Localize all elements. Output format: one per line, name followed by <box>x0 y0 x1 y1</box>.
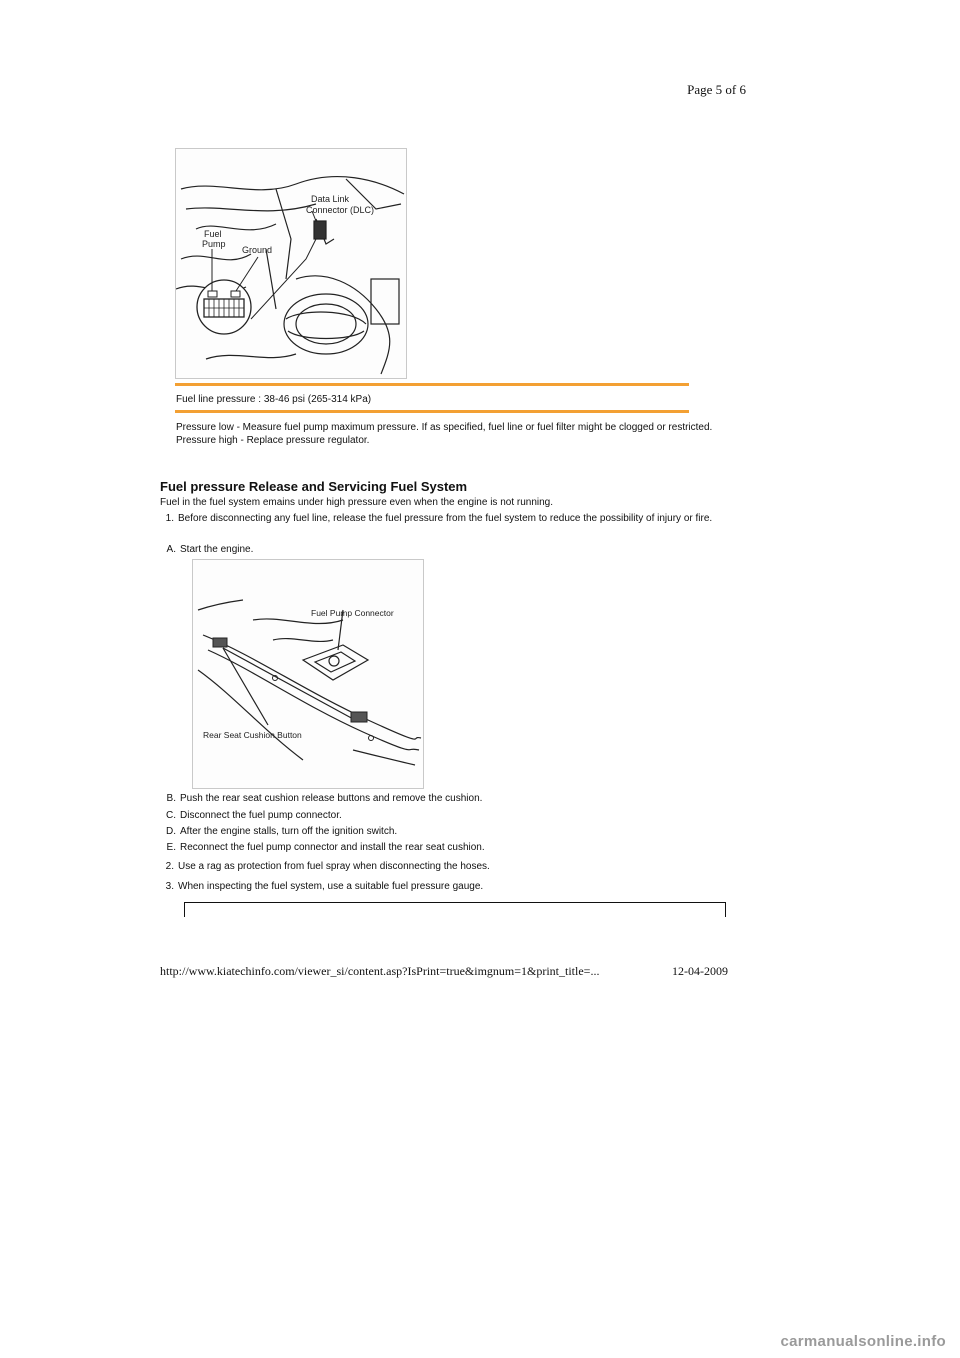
rear-seat-cushion-button-label: Rear Seat Cushion Button <box>203 730 302 740</box>
step-3-number: 3. <box>165 881 174 892</box>
dlc-label-line2: Connector (DLC) <box>306 205 375 215</box>
table-frame-top <box>184 902 726 917</box>
substep-a-letter: A. <box>166 544 176 555</box>
substep-b-text: Push the rear seat cushion release buttons and remove the cushion. <box>180 793 483 804</box>
step-2-number: 2. <box>165 861 174 872</box>
substep-b <box>163 792 482 805</box>
substep-c-letter: C. <box>166 810 176 821</box>
substep-b-letter: B. <box>166 793 176 804</box>
page-number: Page 5 of 6 <box>687 82 746 97</box>
substep-c-text: Disconnect the fuel pump connector. <box>180 810 342 821</box>
substep-d <box>163 825 397 838</box>
section-heading: Fuel pressure Release and Servicing Fuel System <box>160 479 468 494</box>
step-1-number: 1. <box>165 513 174 524</box>
step-3 <box>160 880 483 893</box>
step-1 <box>160 512 720 525</box>
orange-divider-bottom <box>175 410 689 413</box>
substep-e-letter: E. <box>166 842 176 853</box>
fuel-pump-connector-diagram <box>192 559 424 789</box>
fuel-line-pressure-spec: Fuel line pressure : 38-46 psi (265-314 kPa) <box>176 394 372 405</box>
dlc-diagram <box>175 148 407 379</box>
fuel-pump-label-line1: Fuel <box>204 229 222 239</box>
orange-divider-top <box>175 383 689 386</box>
fuel-pump-label-line2: Pump <box>202 239 226 249</box>
pressure-high-note: Pressure high - Replace pressure regulator. <box>176 435 370 446</box>
step-2-text: Use a rag as protection from fuel spray when disconnecting the hoses. <box>178 861 490 872</box>
substep-e-text: Reconnect the fuel pump connector and install the rear seat cushion. <box>180 842 485 853</box>
substep-c <box>163 809 342 822</box>
dlc-label-line1: Data Link <box>311 194 350 204</box>
substep-d-text: After the engine stalls, turn off the ignition switch. <box>180 826 398 837</box>
substep-a-text: Start the engine. <box>180 544 254 555</box>
fuel-pump-connector-drawing <box>193 560 423 788</box>
ground-label: Ground <box>242 245 273 255</box>
step-3-text: When inspecting the fuel system, use a suitable fuel pressure gauge. <box>178 881 484 892</box>
step-1-text: Before disconnecting any fuel line, release the fuel pressure from the fuel system to reduce the possibility of injury or fire. <box>178 513 713 524</box>
pressure-notes <box>176 421 736 447</box>
pressure-low-note: Pressure low - Measure fuel pump maximum pressure. If as specified, fuel line or fuel filter might be clogged or restricted. <box>176 422 713 433</box>
step-2 <box>160 860 490 873</box>
substep-a <box>163 543 253 556</box>
footer-url: http://www.kiatechinfo.com/viewer_si/content.asp?IsPrint=true&imgnum=1&print_title=... <box>160 964 600 978</box>
fuel-pump-connector-label: Fuel Pump Connector <box>311 608 394 618</box>
section-intro: Fuel in the fuel system emains under high pressure even when the engine is not running. <box>160 497 554 508</box>
watermark: carmanualsonline.info <box>780 1333 946 1350</box>
substep-d-letter: D. <box>166 826 176 837</box>
footer-date: 12-04-2009 <box>672 964 728 978</box>
substep-e <box>163 841 485 854</box>
dlc-diagram-drawing <box>176 149 406 378</box>
